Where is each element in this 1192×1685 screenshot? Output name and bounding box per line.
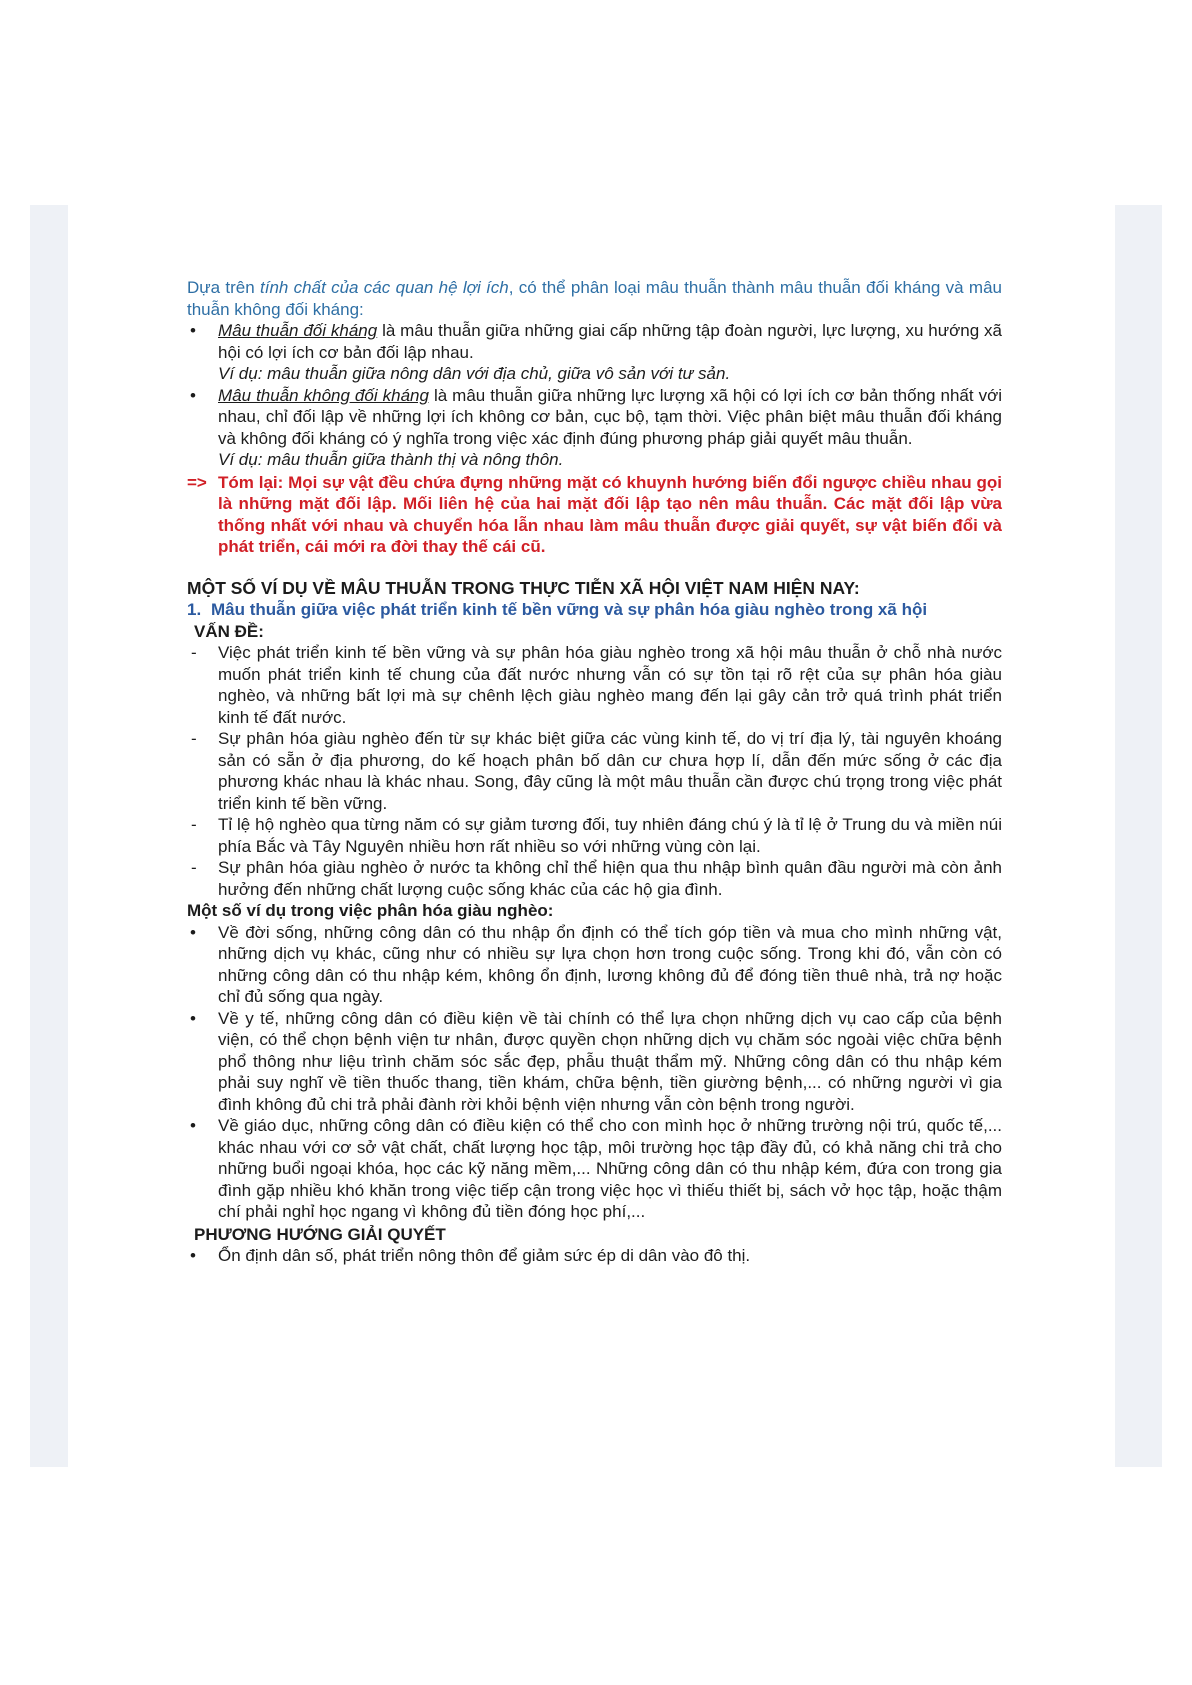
- term-definition: là mâu thuẫn giữa những giai cấp những tập đoàn người, lực lượng, xu hướng xã hội có lợi ích cơ bản đối lập nhau.: [218, 321, 1002, 362]
- subsection-title-text: Mâu thuẫn giữa việc phát triển kinh tế bền vững và sự phân hóa giàu nghèo trong xã hội: [211, 600, 928, 619]
- intro-text-start: Dựa trên: [187, 278, 261, 297]
- summary-paragraph: [187, 472, 1002, 558]
- document-page: [68, 205, 1115, 1467]
- examples-list: [187, 922, 1002, 1223]
- solutions-list: [187, 1245, 1002, 1267]
- issue-heading: VẤN ĐỀ:: [194, 621, 264, 641]
- page-content: [187, 277, 1002, 1267]
- intro-text-end: , có thể phân loại mâu thuẫn thành mâu thuẫn đối kháng và mâu thuẫn không đối kháng:: [187, 278, 1002, 319]
- example-text: Ví dụ: mâu thuẫn giữa thành thị và nông thôn.: [218, 450, 564, 469]
- example-text: Ví dụ: mâu thuẫn giữa nông dân với địa chủ, giữa vô sản với tư sản.: [218, 364, 731, 383]
- term-antagonistic: Mâu thuẫn đối kháng: [218, 321, 378, 340]
- intro-italic-phrase: tính chất của các quan hệ lợi ích: [260, 278, 509, 297]
- subsection-title: [187, 599, 1002, 621]
- list-item: - Sự phân hóa giàu nghèo đến từ sự khác biệt giữa các vùng kinh tế, do vị trí địa lý, tài nguyên khoáng sản có sẵn ở địa phương, do kế hoạch phân bố dân cư chưa hợp lí, dẫn đến mức sống ở các địa phương khác nhau là khác nhau. Song, đây cũng là một mâu thuẫn cần được chú trọng trong việc phát triển kinh tế bền vững.: [187, 728, 1002, 814]
- list-item: • Ổn định dân số, phát triển nông thôn để giảm sức ép di dân vào đô thị.: [187, 1245, 1002, 1267]
- list-item: [187, 320, 1002, 385]
- solution-heading: PHƯƠNG HƯỚNG GIẢI QUYẾT: [194, 1224, 446, 1244]
- list-item: • Về đời sống, những công dân có thu nhập ổn định có thể tích góp tiền và mua cho mình những vật, những dịch vụ khác, cũng như có nhiều sự lựa chọn hơn trong cuộc sống. Trong khi đó, vẫn còn có những công dân có thu nhập kém, không ổn định, lương không đủ để đóng tiền thuê nhà, trả nợ hoặc chỉ đủ sống qua ngày.: [187, 922, 1002, 1008]
- list-item: - Sự phân hóa giàu nghèo ở nước ta không chỉ thể hiện qua thu nhập bình quân đầu người mà còn ảnh hưởng đến những chất lượng cuộc sống khác của các hộ gia đình.: [187, 857, 1002, 900]
- section-title: MỘT SỐ VÍ DỤ VỀ MÂU THUẪN TRONG THỰC TIỄN XÃ HỘI VIỆT NAM HIỆN NAY:: [187, 577, 860, 598]
- term-definition: là mâu thuẫn giữa những lực lượng xã hội có lợi ích cơ bản thống nhất với nhau, chỉ đối lập về những lợi ích không cơ bản, cục bộ, tạm thời. Việc phân biệt mâu thuẫn đối kháng và không đối kháng có ý nghĩa trong việc xác định đúng phương pháp giải quyết mâu thuẫn.: [218, 385, 1002, 448]
- term-non-antagonistic: Mâu thuẫn không đối kháng: [218, 385, 429, 405]
- list-item: • Về giáo dục, những công dân có điều kiện có thể cho con mình học ở những trường nội trú, quốc tế,... khác nhau với cơ sở vật chất, chất lượng học tập, môi trường học tập đầy đủ, có khả năng chi trả cho những buổi ngoại khóa, học các kỹ năng mềm,... Những công dân có thu nhập kém, đứa con trong gia đình gặp nhiều khó khăn trong việc tiếp cận trong việc học vì thiếu thiết bị, sách vở học tập, hoặc thậm chí phải nghỉ học ngang vì không đủ tiền đóng học phí,...: [187, 1115, 1002, 1223]
- examples-heading: Một số ví dụ trong việc phân hóa giàu nghèo:: [187, 901, 554, 920]
- list-item: [187, 385, 1002, 471]
- summary-text: Tóm lại: Mọi sự vật đều chứa đựng những mặt có khuynh hướng biến đổi ngược chiều nhau gọi là những mặt đối lập. Mối liên hệ của hai mặt đối lập tạo nên mâu thuẫn. Các mặt đối lập vừa thống nhất với nhau và chuyển hóa lẫn nhau làm mâu thuẫn được giải quyết, sự vật biến đổi và phát triển, cái mới ra đời thay thế cái cũ.: [218, 472, 1002, 556]
- list-item: - Việc phát triển kinh tế bền vững và sự phân hóa giàu nghèo trong xã hội mâu thuẫn ở chỗ nhà nước muốn phát triển kinh tế chung của đất nước nhưng vẫn có sự tồn tại rõ rệt của sự phân hóa giàu nghèo, và những bất lợi mà sự chênh lệch giàu nghèo mang đến lại gây cản trở quá trình phát triển kinh tế đất nước.: [187, 642, 1002, 728]
- intro-paragraph: [187, 277, 1002, 320]
- issues-list: [187, 642, 1002, 900]
- summary-arrow: =>: [187, 472, 207, 492]
- subsection-number: 1.: [187, 600, 202, 619]
- list-item: - Tỉ lệ hộ nghèo qua từng năm có sự giảm tương đối, tuy nhiên đáng chú ý là tỉ lệ ở Trung du và miền núi phía Bắc và Tây Nguyên nhiều hơn rất nhiều so với những vùng còn lại.: [187, 814, 1002, 857]
- contradiction-types-list: [187, 320, 1002, 471]
- list-item: • Về y tế, những công dân có điều kiện về tài chính có thể lựa chọn những dịch vụ cao cấp của bệnh viện, có thể chọn bệnh viện tư nhân, được quyền chọn những dịch vụ chăm sóc ngoài việc chữa bệnh phổ thông như liệu trình chăm sóc sắc đẹp, phẫu thuật thẩm mỹ. Những công dân có thu nhập kém phải suy nghĩ về tiền thuốc thang, tiền khám, chữa bệnh, tiền giường bệnh,... có những người vì gia đình không đủ chi trả phải đành rời khỏi bệnh viện nhưng vẫn còn bệnh trong người.: [187, 1008, 1002, 1116]
